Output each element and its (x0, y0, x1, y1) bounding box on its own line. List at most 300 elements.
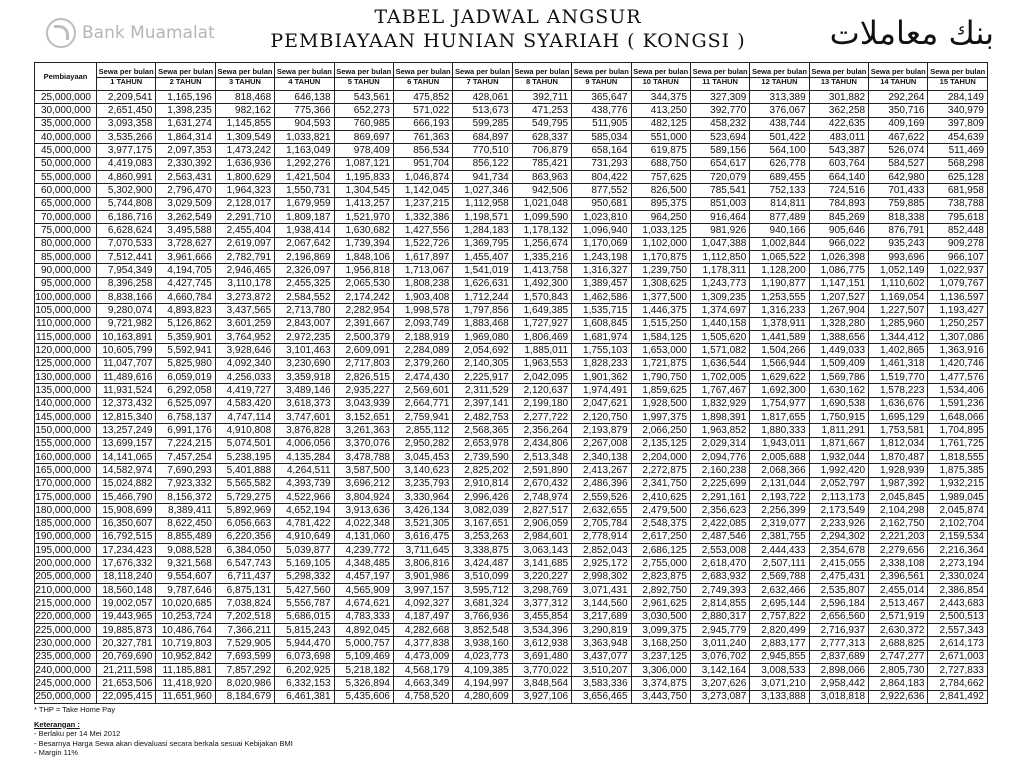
rent-cell: 5,944,470 (275, 637, 334, 650)
rent-cell: 7,512,441 (97, 250, 156, 263)
rent-cell: 3,510,099 (453, 570, 512, 583)
rent-cell: 14,582,974 (97, 464, 156, 477)
rent-cell: 2,330,024 (928, 570, 988, 583)
rent-cell: 1,631,274 (156, 117, 215, 130)
rent-cell: 689,455 (750, 170, 809, 183)
header-tenor (928, 63, 988, 91)
rent-cell: 1,292,276 (275, 157, 334, 170)
rent-cell: 2,113,173 (809, 490, 868, 503)
rent-cell: 6,875,131 (215, 584, 274, 597)
rent-cell: 2,173,549 (809, 504, 868, 517)
financing-amount-cell: 175,000,000 (35, 490, 97, 503)
rent-cell: 1,998,578 (393, 304, 452, 317)
rent-cell: 2,188,919 (393, 330, 452, 343)
rent-cell: 2,066,250 (631, 424, 690, 437)
rent-cell: 438,776 (572, 104, 631, 117)
rent-cell: 6,059,019 (156, 370, 215, 383)
rent-cell: 7,457,254 (156, 450, 215, 463)
rent-cell: 3,616,475 (393, 530, 452, 543)
table-row (35, 530, 988, 543)
rent-cell: 8,156,372 (156, 490, 215, 503)
header-pembiayaan: Pembiayaan (35, 63, 97, 91)
rent-cell: 3,876,828 (275, 424, 334, 437)
rent-cell: 1,817,655 (750, 410, 809, 423)
rent-cell: 1,859,625 (631, 384, 690, 397)
header-rent-label: Sewa per bulan (633, 66, 689, 76)
rent-cell: 950,681 (572, 197, 631, 210)
rent-cell: 2,507,111 (750, 557, 809, 570)
rent-cell: 11,489,616 (97, 370, 156, 383)
header-rent-label: Sewa per bulan (98, 66, 154, 76)
rent-cell: 1,145,855 (215, 117, 274, 130)
rent-cell: 3,167,651 (453, 517, 512, 530)
header-rent-label: Sewa per bulan (692, 66, 748, 76)
rent-cell: 1,033,125 (631, 224, 690, 237)
rent-cell: 4,419,083 (97, 157, 156, 170)
rent-cell: 1,883,468 (453, 317, 512, 330)
rent-cell: 3,595,712 (453, 584, 512, 597)
rent-cell: 5,565,582 (215, 477, 274, 490)
rent-cell: 2,782,791 (215, 250, 274, 263)
rent-cell: 2,950,282 (393, 437, 452, 450)
rent-cell: 1,047,388 (690, 237, 749, 250)
financing-amount-cell: 160,000,000 (35, 450, 97, 463)
rent-cell: 1,193,427 (928, 304, 988, 317)
rent-cell: 2,705,784 (572, 517, 631, 530)
rent-cell: 8,622,450 (156, 517, 215, 530)
rent-cell: 1,754,977 (750, 397, 809, 410)
rent-cell: 1,690,538 (809, 397, 868, 410)
rent-cell: 3,587,500 (334, 464, 393, 477)
table-row (35, 690, 988, 703)
table-row (35, 184, 988, 197)
rent-cell: 19,885,873 (97, 624, 156, 637)
rent-cell: 1,571,082 (690, 344, 749, 357)
header-rent-label: Sewa per bulan (336, 66, 392, 76)
rent-cell: 3,977,175 (97, 144, 156, 157)
rent-cell: 1,870,487 (869, 450, 928, 463)
rent-cell: 1,755,103 (572, 344, 631, 357)
rent-cell: 652,273 (334, 104, 393, 117)
rent-cell: 3,045,453 (393, 450, 452, 463)
rent-cell: 1,021,048 (512, 197, 571, 210)
rent-cell: 13,257,249 (97, 424, 156, 437)
rent-cell: 3,071,210 (750, 677, 809, 690)
rent-cell: 966,107 (928, 250, 988, 263)
rent-cell: 2,204,000 (631, 450, 690, 463)
rent-cell: 1,818,555 (928, 450, 988, 463)
table-row (35, 290, 988, 303)
rent-cell: 2,272,875 (631, 464, 690, 477)
rent-cell: 3,711,645 (393, 544, 452, 557)
rent-cell: 1,739,394 (334, 237, 393, 250)
rent-cell: 2,068,366 (750, 464, 809, 477)
rent-cell: 6,332,153 (275, 677, 334, 690)
rent-cell: 2,338,108 (869, 557, 928, 570)
rent-cell: 2,386,854 (928, 584, 988, 597)
rent-cell: 1,335,216 (512, 250, 571, 263)
rent-cell: 826,500 (631, 184, 690, 197)
rent-cell: 2,837,689 (809, 650, 868, 663)
rent-cell: 8,855,489 (156, 530, 215, 543)
rent-cell: 2,482,753 (453, 410, 512, 423)
rent-cell: 3,618,373 (275, 397, 334, 410)
rent-cell: 11,931,524 (97, 384, 156, 397)
rent-cell: 4,135,284 (275, 450, 334, 463)
rent-cell: 1,800,629 (215, 170, 274, 183)
header-rent-label: Sewa per bulan (751, 66, 807, 76)
rent-cell: 3,583,336 (572, 677, 631, 690)
rent-cell: 1,566,944 (750, 357, 809, 370)
rent-cell: 2,513,467 (869, 597, 928, 610)
rent-cell: 1,761,725 (928, 437, 988, 450)
financing-amount-cell: 65,000,000 (35, 197, 97, 210)
rent-cell: 4,109,385 (453, 664, 512, 677)
rent-cell: 3,927,106 (512, 690, 571, 703)
rent-cell: 1,388,656 (809, 330, 868, 343)
rent-cell: 5,326,894 (334, 677, 393, 690)
table-row (35, 437, 988, 450)
rent-cell: 3,133,888 (750, 690, 809, 703)
rent-cell: 1,809,187 (275, 210, 334, 223)
rent-cell: 1,267,904 (809, 304, 868, 317)
rent-cell: 2,755,000 (631, 557, 690, 570)
rent-cell: 471,253 (512, 104, 571, 117)
rent-cell: 2,548,375 (631, 517, 690, 530)
rent-cell: 1,964,323 (215, 184, 274, 197)
rent-cell: 2,777,313 (809, 637, 868, 650)
rent-cell: 1,462,586 (572, 290, 631, 303)
rent-cell: 5,302,900 (97, 184, 156, 197)
financing-amount-cell: 185,000,000 (35, 517, 97, 530)
rent-cell: 7,923,332 (156, 477, 215, 490)
rent-cell: 2,609,091 (334, 344, 393, 357)
rent-cell: 2,193,879 (572, 424, 631, 437)
rent-cell: 2,391,667 (334, 317, 393, 330)
rent-cell: 482,125 (631, 117, 690, 130)
rent-cell: 2,670,432 (512, 477, 571, 490)
installment-table (34, 62, 988, 704)
rent-cell: 392,711 (512, 91, 571, 104)
rent-cell: 1,256,674 (512, 237, 571, 250)
rent-cell: 18,118,240 (97, 570, 156, 583)
table-row (35, 637, 988, 650)
rent-cell: 2,140,305 (453, 357, 512, 370)
rent-cell: 3,306,000 (631, 664, 690, 677)
rent-cell: 757,625 (631, 170, 690, 183)
rent-cell: 666,193 (393, 117, 452, 130)
rent-cell: 3,961,666 (156, 250, 215, 263)
rent-cell: 1,147,151 (809, 277, 868, 290)
rent-cell: 2,584,552 (275, 290, 334, 303)
rent-cell: 5,815,243 (275, 624, 334, 637)
rent-cell: 1,243,198 (572, 250, 631, 263)
financing-amount-cell: 120,000,000 (35, 344, 97, 357)
rent-cell: 4,239,772 (334, 544, 393, 557)
rent-cell: 1,413,758 (512, 264, 571, 277)
rent-cell: 2,906,059 (512, 517, 571, 530)
rent-cell: 6,292,058 (156, 384, 215, 397)
financing-amount-cell: 220,000,000 (35, 610, 97, 623)
rent-cell: 3,747,601 (275, 410, 334, 423)
rent-cell: 1,195,833 (334, 170, 393, 183)
financing-amount-cell: 165,000,000 (35, 464, 97, 477)
rent-cell: 2,618,470 (690, 557, 749, 570)
rent-cell: 940,166 (750, 224, 809, 237)
financing-amount-cell: 245,000,000 (35, 677, 97, 690)
financing-amount-cell: 200,000,000 (35, 557, 97, 570)
rent-cell: 851,003 (690, 197, 749, 210)
rent-cell: 1,797,856 (453, 304, 512, 317)
rent-cell: 5,169,105 (275, 557, 334, 570)
rent-cell: 856,534 (393, 144, 452, 157)
header-rent-label: Sewa per bulan (217, 66, 273, 76)
rent-cell: 4,006,056 (275, 437, 334, 450)
rent-cell: 1,811,291 (809, 424, 868, 437)
rent-cell: 1,636,676 (869, 397, 928, 410)
rent-cell: 877,489 (750, 210, 809, 223)
rent-cell: 3,220,227 (512, 570, 571, 583)
rent-cell: 1,170,069 (572, 237, 631, 250)
rent-cell: 1,505,620 (690, 330, 749, 343)
rent-cell: 752,133 (750, 184, 809, 197)
rent-cell: 4,674,621 (334, 597, 393, 610)
rent-cell: 706,879 (512, 144, 571, 157)
rent-cell: 619,875 (631, 144, 690, 157)
rent-cell: 9,321,568 (156, 557, 215, 570)
rent-cell: 1,578,223 (869, 384, 928, 397)
financing-amount-cell: 235,000,000 (35, 650, 97, 663)
rent-cell: 5,074,501 (215, 437, 274, 450)
rent-cell: 2,553,008 (690, 544, 749, 557)
rent-cell: 2,097,353 (156, 144, 215, 157)
rent-cell: 1,243,773 (690, 277, 749, 290)
table-row (35, 250, 988, 263)
header-tenor (453, 63, 512, 91)
rent-cell: 1,974,491 (572, 384, 631, 397)
rent-cell: 982,162 (215, 104, 274, 117)
rent-cell: 3,093,358 (97, 117, 156, 130)
rent-cell: 1,704,895 (928, 424, 988, 437)
rent-cell: 1,987,392 (869, 477, 928, 490)
rent-cell: 5,744,808 (97, 197, 156, 210)
financing-amount-cell: 90,000,000 (35, 264, 97, 277)
rent-cell: 454,639 (928, 130, 988, 143)
rent-cell: 4,092,327 (393, 597, 452, 610)
rent-cell: 3,377,312 (512, 597, 571, 610)
financing-amount-cell: 105,000,000 (35, 304, 97, 317)
rent-cell: 942,506 (512, 184, 571, 197)
rent-cell: 2,892,750 (631, 584, 690, 597)
rent-cell: 1,099,590 (512, 210, 571, 223)
rent-cell: 724,516 (809, 184, 868, 197)
rent-cell: 413,250 (631, 104, 690, 117)
rent-cell: 392,770 (690, 104, 749, 117)
header-tenor (334, 63, 393, 91)
financing-amount-cell: 240,000,000 (35, 664, 97, 677)
rent-cell: 3,230,690 (275, 357, 334, 370)
financing-amount-cell: 250,000,000 (35, 690, 97, 703)
rent-cell: 1,079,767 (928, 277, 988, 290)
rent-cell: 4,457,197 (334, 570, 393, 583)
rent-cell: 3,495,588 (156, 224, 215, 237)
rent-cell: 7,693,599 (215, 650, 274, 663)
header-tenor (393, 63, 452, 91)
table-row (35, 264, 988, 277)
rent-cell: 701,433 (869, 184, 928, 197)
rent-cell: 523,694 (690, 130, 749, 143)
rent-cell: 1,753,581 (869, 424, 928, 437)
financing-amount-cell: 115,000,000 (35, 330, 97, 343)
rent-cell: 4,568,179 (393, 664, 452, 677)
rent-cell: 8,389,411 (156, 504, 215, 517)
rent-cell: 1,369,795 (453, 237, 512, 250)
rent-cell: 1,932,215 (928, 477, 988, 490)
financing-amount-cell: 230,000,000 (35, 637, 97, 650)
rent-cell: 1,727,927 (512, 317, 571, 330)
rent-cell: 2,568,365 (453, 424, 512, 437)
rent-cell: 4,522,966 (275, 490, 334, 503)
rent-cell: 21,653,506 (97, 677, 156, 690)
rent-cell: 2,591,890 (512, 464, 571, 477)
rent-cell: 916,464 (690, 210, 749, 223)
notes-section (34, 705, 293, 758)
rent-cell: 8,184,679 (215, 690, 274, 703)
rent-cell: 1,427,556 (393, 224, 452, 237)
rent-cell: 3,110,178 (215, 277, 274, 290)
rent-cell: 964,250 (631, 210, 690, 223)
header-tenor (631, 63, 690, 91)
financing-amount-cell: 130,000,000 (35, 370, 97, 383)
document-title-line2: PEMBIAYAAN HUNIAN SYARIAH ( KONGSI ) (270, 30, 746, 52)
rent-cell: 2,354,678 (809, 544, 868, 557)
rent-cell: 3,273,087 (690, 690, 749, 703)
rent-cell: 9,280,074 (97, 304, 156, 317)
rent-cell: 1,027,346 (453, 184, 512, 197)
rent-cell: 365,647 (572, 91, 631, 104)
rent-cell: 1,943,011 (750, 437, 809, 450)
rent-cell: 9,554,607 (156, 570, 215, 583)
rent-cell: 344,375 (631, 91, 690, 104)
header-tenor (97, 63, 156, 91)
rent-cell: 467,622 (869, 130, 928, 143)
rent-cell: 1,521,970 (334, 210, 393, 223)
rent-cell: 15,908,699 (97, 504, 156, 517)
rent-cell: 2,898,066 (809, 664, 868, 677)
rent-cell: 585,034 (572, 130, 631, 143)
rent-cell: 2,267,008 (572, 437, 631, 450)
rent-cell: 2,653,978 (453, 437, 512, 450)
rent-cell: 966,022 (809, 237, 868, 250)
keterangan-title: Keterangan : (34, 719, 80, 729)
rent-cell: 1,871,667 (809, 437, 868, 450)
rent-cell: 3,764,952 (215, 330, 274, 343)
rent-cell: 3,008,533 (750, 664, 809, 677)
rent-cell: 3,290,819 (572, 624, 631, 637)
rent-cell: 20,327,781 (97, 637, 156, 650)
rent-cell: 2,569,788 (750, 570, 809, 583)
rent-cell: 658,164 (572, 144, 631, 157)
rent-cell: 4,583,420 (215, 397, 274, 410)
rent-cell: 5,000,757 (334, 637, 393, 650)
table-row (35, 277, 988, 290)
rent-cell: 11,418,920 (156, 677, 215, 690)
rent-cell: 2,047,621 (572, 397, 631, 410)
rent-cell: 2,196,869 (275, 250, 334, 263)
thp-note: * THP = Take Home Pay (34, 705, 116, 714)
table-row (35, 544, 988, 557)
rent-cell: 3,330,964 (393, 490, 452, 503)
rent-cell: 564,100 (750, 144, 809, 157)
financing-amount-cell: 170,000,000 (35, 477, 97, 490)
rent-cell: 1,227,507 (869, 304, 928, 317)
financing-amount-cell: 55,000,000 (35, 170, 97, 183)
rent-cell: 3,030,500 (631, 610, 690, 623)
rent-cell: 1,253,555 (750, 290, 809, 303)
rent-cell: 681,958 (928, 184, 988, 197)
rent-cell: 2,880,317 (690, 610, 749, 623)
financing-amount-cell: 190,000,000 (35, 530, 97, 543)
rent-cell: 804,422 (572, 170, 631, 183)
rent-cell: 4,377,838 (393, 637, 452, 650)
financing-amount-cell: 25,000,000 (35, 91, 97, 104)
rent-cell: 2,209,541 (97, 91, 156, 104)
rent-cell: 904,593 (275, 117, 334, 130)
rent-cell: 761,363 (393, 130, 452, 143)
rent-cell: 2,946,465 (215, 264, 274, 277)
rent-cell: 625,128 (928, 170, 988, 183)
rent-cell: 814,811 (750, 197, 809, 210)
rent-cell: 1,541,019 (453, 264, 512, 277)
rent-cell: 7,070,533 (97, 237, 156, 250)
financing-amount-cell: 85,000,000 (35, 250, 97, 263)
rent-cell: 3,997,157 (393, 584, 452, 597)
header-rent-label: Sewa per bulan (158, 66, 214, 76)
rent-cell: 1,629,622 (750, 370, 809, 383)
rent-cell: 1,721,875 (631, 357, 690, 370)
rent-cell: 4,092,340 (215, 357, 274, 370)
rent-cell: 3,063,143 (512, 544, 571, 557)
rent-cell: 1,901,362 (572, 370, 631, 383)
rent-cell: 3,273,872 (215, 290, 274, 303)
header-rent-label: Sewa per bulan (811, 66, 867, 76)
rent-cell: 1,170,875 (631, 250, 690, 263)
rent-cell: 18,560,148 (97, 584, 156, 597)
rent-cell: 6,758,137 (156, 410, 215, 423)
rent-cell: 3,338,875 (453, 544, 512, 557)
rent-cell: 2,174,242 (334, 290, 393, 303)
rent-cell: 4,256,033 (215, 370, 274, 383)
rent-cell: 770,510 (453, 144, 512, 157)
rent-cell: 5,238,195 (215, 450, 274, 463)
header-tenor (572, 63, 631, 91)
header-tenor-label: 10 TAHUN (632, 77, 690, 86)
rent-cell: 759,885 (869, 197, 928, 210)
rent-cell: 3,101,463 (275, 344, 334, 357)
rent-cell: 4,783,333 (334, 610, 393, 623)
financing-amount-cell: 45,000,000 (35, 144, 97, 157)
rent-cell: 2,397,141 (453, 397, 512, 410)
rent-cell: 1,812,034 (869, 437, 928, 450)
rent-cell: 2,042,095 (512, 370, 571, 383)
rent-cell: 4,194,705 (156, 264, 215, 277)
rent-cell: 3,770,022 (512, 664, 571, 677)
rent-cell: 1,112,850 (690, 250, 749, 263)
rent-cell: 543,387 (809, 144, 868, 157)
rent-cell: 1,712,244 (453, 290, 512, 303)
rent-cell: 2,998,302 (572, 570, 631, 583)
rent-cell: 21,211,598 (97, 664, 156, 677)
